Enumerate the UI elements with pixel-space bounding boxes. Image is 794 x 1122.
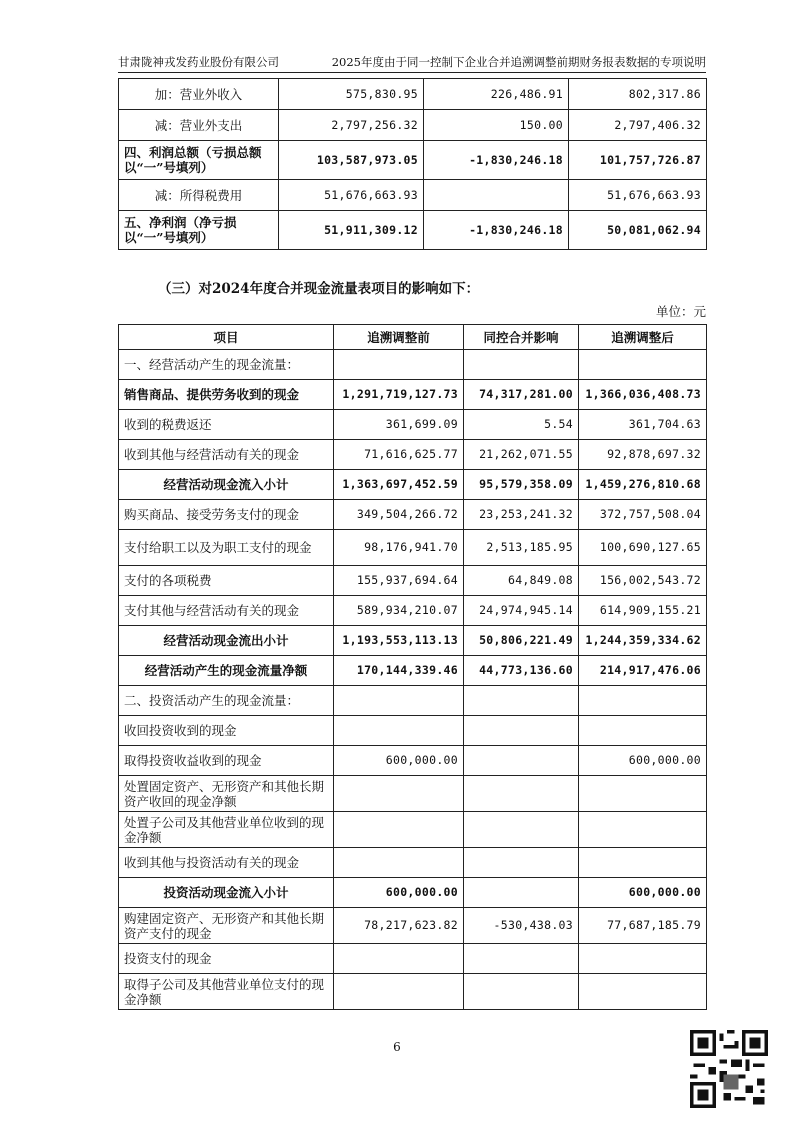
row-label: 经营活动产生的现金流量净额 — [119, 656, 334, 686]
table-row — [119, 686, 707, 716]
value-after — [579, 944, 707, 974]
value-before — [334, 812, 464, 848]
row-label: 四、利润总额（亏损总额以“一”号填列） — [119, 141, 279, 180]
value-after: 2,797,406.32 — [569, 110, 707, 141]
value-after — [579, 776, 707, 812]
value-impact — [464, 848, 579, 878]
value-impact: 226,486.91 — [424, 79, 569, 110]
income-statement-table — [118, 78, 707, 250]
section-title: （三）对2024年度合并现金流量表项目的影响如下： — [158, 281, 480, 297]
row-label: 购建固定资产、无形资产和其他长期资产支付的现金 — [119, 908, 334, 944]
table-row — [119, 596, 707, 626]
table-row — [119, 974, 707, 1010]
value-impact — [424, 180, 569, 211]
value-after: 361,704.63 — [579, 410, 707, 440]
page-number: 6 — [393, 1040, 401, 1054]
row-label: 减：所得税费用 — [119, 180, 279, 211]
value-after: 92,878,697.32 — [579, 440, 707, 470]
value-after: 600,000.00 — [579, 746, 707, 776]
row-label: 一、经营活动产生的现金流量： — [119, 350, 334, 380]
value-impact — [464, 974, 579, 1010]
value-after — [579, 716, 707, 746]
row-label: 销售商品、提供劳务收到的现金 — [119, 380, 334, 410]
col-header-after: 追溯调整后 — [579, 325, 707, 350]
row-label: 收到的税费返还 — [119, 410, 334, 440]
row-label: 支付其他与经营活动有关的现金 — [119, 596, 334, 626]
value-after: 600,000.00 — [579, 878, 707, 908]
value-impact: 21,262,071.55 — [464, 440, 579, 470]
value-after: 100,690,127.65 — [579, 530, 707, 566]
table-row — [119, 410, 707, 440]
table-row — [119, 566, 707, 596]
table-row — [119, 626, 707, 656]
value-before: 1,193,553,113.13 — [334, 626, 464, 656]
value-after: 1,244,359,334.62 — [579, 626, 707, 656]
value-after: 802,317.86 — [569, 79, 707, 110]
value-before: 170,144,339.46 — [334, 656, 464, 686]
value-impact: -530,438.03 — [464, 908, 579, 944]
table-row — [119, 211, 707, 250]
col-header-impact: 同控合并影响 — [464, 325, 579, 350]
table-row — [119, 812, 707, 848]
value-after: 1,366,036,408.73 — [579, 380, 707, 410]
row-label: 取得投资收益收到的现金 — [119, 746, 334, 776]
cash-flow-table — [118, 324, 707, 1010]
row-label: 经营活动现金流出小计 — [119, 626, 334, 656]
value-after — [579, 848, 707, 878]
table-header-row — [119, 325, 707, 350]
value-before — [334, 944, 464, 974]
table-row — [119, 79, 707, 110]
value-before: 71,616,625.77 — [334, 440, 464, 470]
table-row — [119, 848, 707, 878]
value-before — [334, 716, 464, 746]
value-impact — [464, 878, 579, 908]
table-row — [119, 470, 707, 500]
table-row — [119, 776, 707, 812]
value-after — [579, 686, 707, 716]
value-after: 1,459,276,810.68 — [579, 470, 707, 500]
value-impact: 2,513,185.95 — [464, 530, 579, 566]
value-after: 101,757,726.87 — [569, 141, 707, 180]
row-label: 五、净利润（净亏损以“一”号填列） — [119, 211, 279, 250]
row-label: 投资活动现金流入小计 — [119, 878, 334, 908]
row-label: 减：营业外支出 — [119, 110, 279, 141]
value-impact: 64,849.08 — [464, 566, 579, 596]
value-before — [334, 974, 464, 1010]
table-row — [119, 746, 707, 776]
col-header-before: 追溯调整前 — [334, 325, 464, 350]
value-before: 103,587,973.05 — [279, 141, 424, 180]
value-impact: 150.00 — [424, 110, 569, 141]
value-after — [579, 974, 707, 1010]
value-impact: 50,806,221.49 — [464, 626, 579, 656]
row-label: 支付给职工以及为职工支付的现金 — [119, 530, 334, 566]
value-impact: -1,830,246.18 — [424, 141, 569, 180]
value-before — [334, 848, 464, 878]
value-after: 372,757,508.04 — [579, 500, 707, 530]
row-label: 支付的各项税费 — [119, 566, 334, 596]
value-impact — [464, 746, 579, 776]
table-row — [119, 440, 707, 470]
value-before: 155,937,694.64 — [334, 566, 464, 596]
value-after: 214,917,476.06 — [579, 656, 707, 686]
table-row — [119, 656, 707, 686]
row-label: 收到其他与投资活动有关的现金 — [119, 848, 334, 878]
value-impact — [464, 716, 579, 746]
table-row — [119, 110, 707, 141]
value-before: 1,363,697,452.59 — [334, 470, 464, 500]
table-row — [119, 716, 707, 746]
row-label: 经营活动现金流入小计 — [119, 470, 334, 500]
value-impact — [464, 944, 579, 974]
value-before — [334, 686, 464, 716]
value-before: 600,000.00 — [334, 878, 464, 908]
value-before: 600,000.00 — [334, 746, 464, 776]
value-impact: 24,974,945.14 — [464, 596, 579, 626]
table-row — [119, 878, 707, 908]
value-impact: 5.54 — [464, 410, 579, 440]
row-label: 处置固定资产、无形资产和其他长期资产收回的现金净额 — [119, 776, 334, 812]
value-before: 589,934,210.07 — [334, 596, 464, 626]
row-label: 加：营业外收入 — [119, 79, 279, 110]
table-row — [119, 141, 707, 180]
table-row — [119, 500, 707, 530]
value-after: 614,909,155.21 — [579, 596, 707, 626]
value-before: 51,676,663.93 — [279, 180, 424, 211]
header-doc-title: 2025年度由于同一控制下企业合并追溯调整前期财务报表数据的专项说明 — [331, 55, 706, 69]
page-header — [118, 52, 706, 73]
unit-label: 单位：元 — [655, 304, 706, 319]
value-impact — [464, 350, 579, 380]
value-after: 51,676,663.93 — [569, 180, 707, 211]
table-row — [119, 530, 707, 566]
table-row — [119, 180, 707, 211]
row-label: 收到其他与经营活动有关的现金 — [119, 440, 334, 470]
value-impact: 44,773,136.60 — [464, 656, 579, 686]
col-header-item: 项目 — [119, 325, 334, 350]
value-impact — [464, 776, 579, 812]
value-after: 156,002,543.72 — [579, 566, 707, 596]
value-before: 575,830.95 — [279, 79, 424, 110]
header-company: 甘肃陇神戎发药业股份有限公司 — [118, 55, 279, 69]
row-label: 收回投资收到的现金 — [119, 716, 334, 746]
value-before: 98,176,941.70 — [334, 530, 464, 566]
value-after: 50,081,062.94 — [569, 211, 707, 250]
row-label: 购买商品、接受劳务支付的现金 — [119, 500, 334, 530]
row-label: 二、投资活动产生的现金流量： — [119, 686, 334, 716]
row-label: 取得子公司及其他营业单位支付的现金净额 — [119, 974, 334, 1010]
table-row — [119, 908, 707, 944]
value-impact: 23,253,241.32 — [464, 500, 579, 530]
value-impact: 95,579,358.09 — [464, 470, 579, 500]
value-impact — [464, 686, 579, 716]
value-before: 361,699.09 — [334, 410, 464, 440]
row-label: 处置子公司及其他营业单位收到的现金净额 — [119, 812, 334, 848]
value-before: 78,217,623.82 — [334, 908, 464, 944]
value-after — [579, 350, 707, 380]
value-before — [334, 776, 464, 812]
table-row — [119, 350, 707, 380]
qr-code-icon — [690, 1030, 768, 1108]
row-label: 投资支付的现金 — [119, 944, 334, 974]
table-row — [119, 380, 707, 410]
value-impact: -1,830,246.18 — [424, 211, 569, 250]
value-before: 2,797,256.32 — [279, 110, 424, 141]
value-impact: 74,317,281.00 — [464, 380, 579, 410]
value-before — [334, 350, 464, 380]
value-impact — [464, 812, 579, 848]
value-after — [579, 812, 707, 848]
value-before: 51,911,309.12 — [279, 211, 424, 250]
value-after: 77,687,185.79 — [579, 908, 707, 944]
table-row — [119, 944, 707, 974]
value-before: 1,291,719,127.73 — [334, 380, 464, 410]
value-before: 349,504,266.72 — [334, 500, 464, 530]
